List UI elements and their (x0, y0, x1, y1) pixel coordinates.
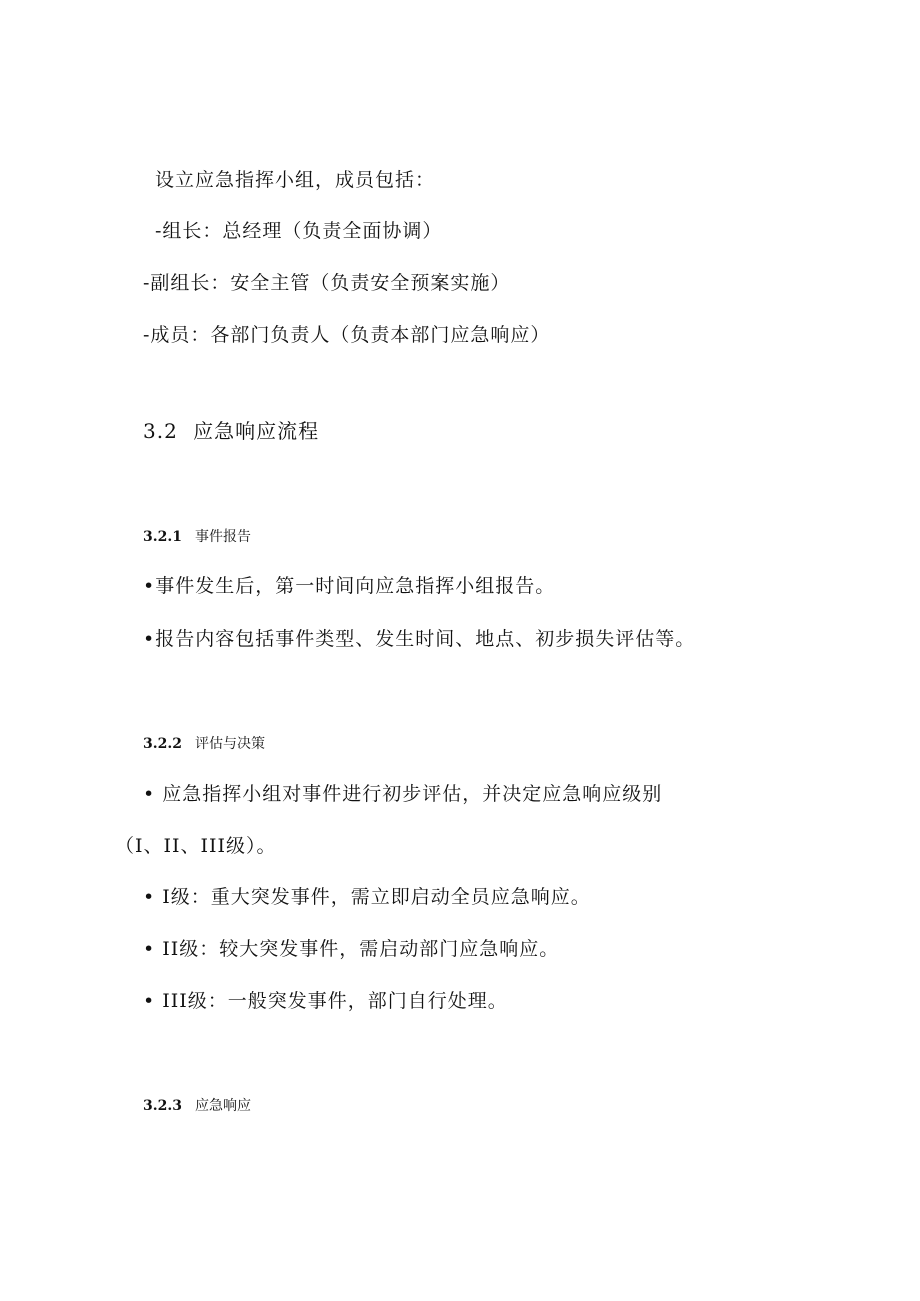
member-leader: -组长：总经理（负责全面协调） (155, 220, 443, 242)
subsection-title: 事件报告 (195, 529, 251, 545)
report-bullet-1: •事件发生后，第一时间向应急指挥小组报告。 (143, 575, 556, 597)
subsection-title: 应急响应 (195, 1098, 251, 1114)
subsection-heading-3-2-2 (143, 734, 265, 754)
section-title: 应急响应流程 (193, 419, 320, 443)
member-staff: -成员：各部门负责人（负责本部门应急响应） (143, 324, 551, 346)
section-heading-3-2 (143, 418, 319, 444)
member-deputy: -副组长：安全主管（负责安全预案实施） (143, 272, 511, 294)
subsection-heading-3-2-1 (143, 527, 251, 547)
intro-text: 设立应急指挥小组，成员包括： (155, 169, 436, 191)
subsection-number: 3.2.2 (143, 736, 182, 752)
level-2-bullet: • II级：较大突发事件，需启动部门应急响应。 (143, 938, 560, 960)
level-3-bullet: • III级：一般突发事件，部门自行处理。 (143, 990, 508, 1012)
subsection-number: 3.2.1 (143, 529, 182, 545)
subsection-heading-3-2-3 (143, 1096, 251, 1116)
level-1-bullet: • I级：重大突发事件，需立即启动全员应急响应。 (143, 886, 591, 908)
assessment-bullet-line1: • 应急指挥小组对事件进行初步评估，并决定应急响应级别 (143, 783, 663, 805)
section-number: 3.2 (143, 419, 178, 443)
report-bullet-2: •报告内容包括事件类型、发生时间、地点、初步损失评估等。 (143, 628, 696, 650)
subsection-title: 评估与决策 (195, 736, 265, 752)
assessment-bullet-line2: （I、II、III级）。 (115, 835, 277, 857)
subsection-number: 3.2.3 (143, 1098, 182, 1114)
